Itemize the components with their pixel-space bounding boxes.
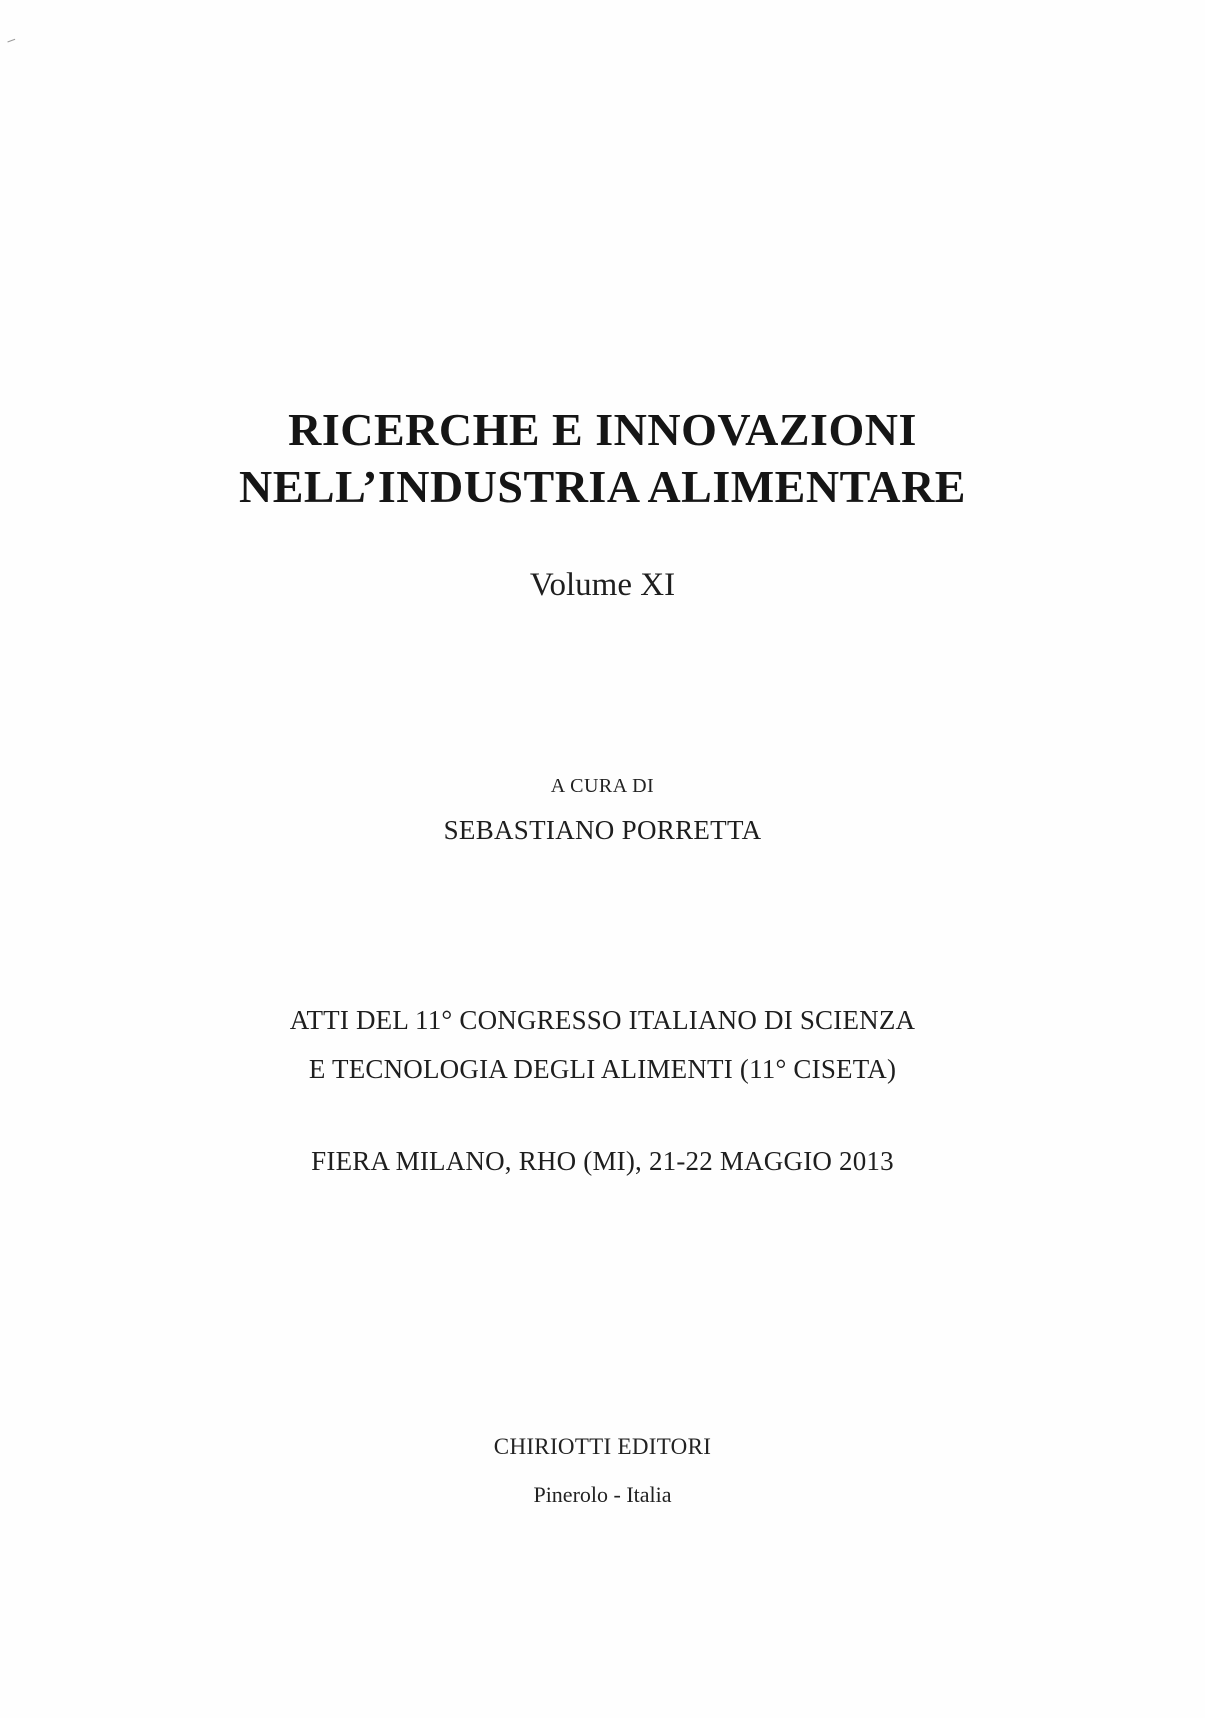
proceedings-line-2: E TECNOLOGIA DEGLI ALIMENTI (11° CISETA) bbox=[308, 1054, 897, 1084]
book-title-line-2: NELL’INDUSTRIA ALIMENTARE bbox=[239, 461, 966, 512]
volume-number: Volume XI bbox=[529, 567, 676, 603]
venue-and-date: FIERA MILANO, RHO (MI), 21-22 MAGGIO 2013 bbox=[311, 1146, 894, 1176]
editor-name: SEBASTIANO PORRETTA bbox=[443, 815, 762, 845]
publisher-name: CHIRIOTTI EDITORI bbox=[493, 1434, 712, 1459]
publisher-place: Pinerolo - Italia bbox=[533, 1482, 672, 1507]
proceedings-line-1: ATTI DEL 11° CONGRESSO ITALIANO DI SCIENZA bbox=[289, 1005, 916, 1035]
book-title-line-1: RICERCHE E INNOVAZIONI bbox=[288, 404, 917, 455]
scan-mark bbox=[7, 39, 16, 46]
editorship-label: A CURA DI bbox=[550, 775, 655, 797]
